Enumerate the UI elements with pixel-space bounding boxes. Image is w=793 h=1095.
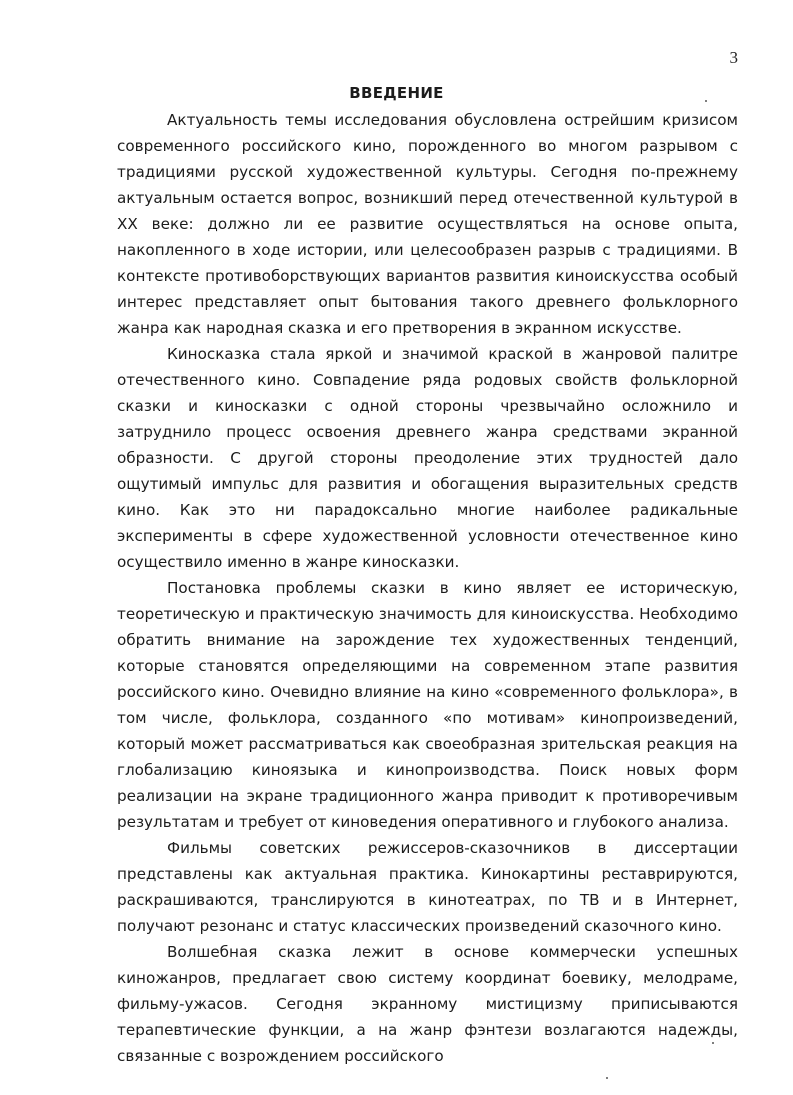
page-number: 3 [729,48,738,67]
paragraph-2: Киносказка стала яркой и значимой краской в жанровой палитре отечественного кино. Совпадение ряда родовых свойств фольклорной сказки и киносказки с одной стороны чрезвычайно осложнило и затруднило процесс освоения древнего жанра средствами экранной образности. С другой стороны преодоление этих трудностей дало ощутимый импульс для развития и обогащения выразительных средств кино. Как это ни парадоксально многие наиболее радикальные эксперименты в сфере художественной условности отечественное кино осуществило именно в жанре киносказки. [117,345,738,571]
document-body [117,107,738,1069]
scan-speck [606,1077,608,1079]
scan-speck [712,1042,714,1044]
paragraph-3: Постановка проблемы сказки в кино являет ее историческую, теоретическую и практическую значимость для киноискусства. Необходимо обратить внимание на зарождение тех художественных тенденций, которые становятся определяющими на современном этапе развития российского кино. Очевидно влияние на кино «современного фольклора», в том числе, фольклора, созданного «по мотивам» кинопроизведений, который может рассматриваться как своеобразная зрительская реакция на глобализацию киноязыка и кинопроизводства. Поиск новых форм реализации на экране традиционного жанра приводит к противоречивым результатам и требует от киноведения оперативного и глубокого анализа. [117,579,738,831]
paragraph-4: Фильмы советских режиссеров-сказочников в диссертации представлены как актуальная практика. Кинокартины реставрируются, раскрашиваются, транслируются в кинотеатрах, по ТВ и в Интернет, получают резонанс и статус классических произведений сказочного кино. [117,839,738,935]
page-title: ВВЕДЕНИЕ [349,84,444,102]
paragraph-1: Актуальность темы исследования обусловлена острейшим кризисом современного российского кино, порожденного во многом разрывом с традициями русской художественной культуры. Сегодня по-прежнему актуальным остается вопрос, возникший перед отечественной культурой в XX веке: должно ли ее развитие осуществляться на основе опыта, накопленного в ходе истории, или целесообразен разрыв с традициями. В контексте противоборствующих вариантов развития киноискусства особый интерес представляет опыт бытования такого древнего фольклорного жанра как народная сказка и его претворения в экранном искусстве. [117,111,738,337]
scan-speck [705,100,707,102]
paragraph-5: Волшебная сказка лежит в основе коммерчески успешных киножанров, предлагает свою систему координат боевику, мелодраме, фильму-ужасов. Сегодня экранному мистицизму приписываются терапевтические функции, а на жанр фэнтези возлагаются надежды, связанные с возрождением российского [117,943,738,1065]
